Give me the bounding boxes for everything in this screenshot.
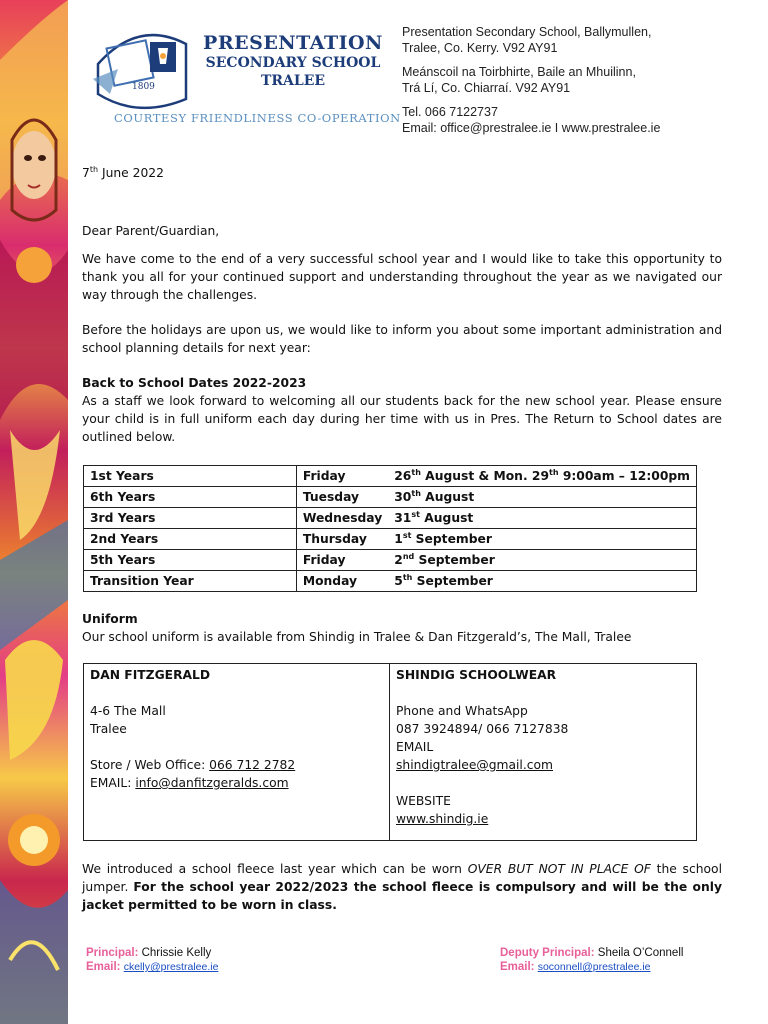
return-dates-table [83,465,697,592]
deputy-principal-name: Sheila O’Connell [594,947,684,959]
principal-name: Chrissie Kelly [138,947,212,959]
return-date-row [84,466,697,487]
address-english-line-2: Tralee, Co. Kerry. V92 AY91 [402,41,558,55]
year-group: 6th Years [84,487,297,508]
uniform-section [82,610,722,646]
return-date-row [84,508,697,529]
supplier-name: SHINDIG SCHOOLWEAR [396,668,557,682]
supplier-website-label: WEBSITE [396,794,451,808]
year-group: 1st Years [84,466,297,487]
back-to-school-heading: Back to School Dates 2022-2023 [82,376,307,390]
paragraph-admin: Before the holidays are upon us, we would like to inform you about some important administration and school planning details for next year: [82,323,722,355]
return-date: 5th September [388,571,696,592]
stained-glass-artwork [0,0,68,1024]
supplier-phone-label: Phone and WhatsApp [396,704,528,718]
letterhead [82,18,752,138]
return-date: 26th August & Mon. 29th 9:00am – 12:00pm [388,466,696,487]
uniform-heading: Uniform [82,612,138,626]
letter-body [82,222,722,446]
supplier-phone: Store / Web Office: 066 712 2782 [90,758,296,772]
supplier-email: EMAIL: info@danfitzgeralds.com [90,776,289,790]
year-group: 5th Years [84,550,297,571]
return-date-row [84,550,697,571]
supplier-shindig [390,664,697,841]
school-telephone: Tel. 066 7122737 [402,105,498,119]
uniform-paragraph: Our school uniform is available from Shindig in Tralee & Dan Fitzgerald’s, The Mall, Tralee [82,630,632,644]
return-day: Tuesday [296,487,388,508]
school-name [198,32,388,89]
supplier-address-line-2: Tralee [90,722,127,736]
supplier-website-link[interactable]: www.shindig.ie [396,812,489,826]
supplier-email-label: EMAIL [396,740,434,754]
uniform-suppliers-table [83,663,697,841]
supplier-address-line-1: 4-6 The Mall [90,704,166,718]
crest-year: 1809 [132,82,155,92]
decorative-art-strip [0,0,68,1024]
back-to-school-paragraph: As a staff we look forward to welcoming all our students back for the new school year. Please ensure your child is in full uniform each day during her time with us in Pres. The Return to School dates are outlined below. [82,394,722,444]
return-date: 1st September [388,529,696,550]
deputy-principal-label: Deputy Principal: [500,947,595,959]
footer-deputy-principal [500,946,683,974]
school-crest-icon [88,24,188,114]
address-english-line-1: Presentation Secondary School, Ballymullen, [402,25,652,39]
return-date-row [84,487,697,508]
school-address [402,24,660,136]
supplier-email-link[interactable]: shindigtralee@gmail.com [396,758,554,772]
supplier-phone-number[interactable]: 066 712 2782 [209,758,296,772]
principal-label: Principal: [86,947,139,959]
deputy-email-link[interactable]: soconnell@prestralee.ie [537,961,651,973]
supplier-dan-fitzgerald [84,664,390,841]
return-date: 30th August [388,487,696,508]
return-day: Monday [296,571,388,592]
address-irish-line-1: Meánscoil na Toirbhirte, Baile an Mhuilinn, [402,65,636,79]
letter-date: 7th June 2022 [82,165,164,181]
fleece-section [82,860,722,914]
supplier-name: DAN FITZGERALD [90,668,211,682]
return-day: Thursday [296,529,388,550]
return-date-row [84,529,697,550]
year-group: 3rd Years [84,508,297,529]
supplier-phone-number: 087 3924894/ 066 7127838 [396,722,569,736]
return-day: Friday [296,550,388,571]
school-name-line-3: TRALEE [260,73,326,89]
school-name-line-2: SECONDARY SCHOOL [205,55,381,71]
school-logo [88,18,401,128]
return-date: 2nd September [388,550,696,571]
year-group: 2nd Years [84,529,297,550]
supplier-email-link[interactable]: info@danfitzgeralds.com [135,776,289,790]
year-group: Transition Year [84,571,297,592]
address-irish-line-2: Trá Lí, Co. Chiarraí. V92 AY91 [402,81,571,95]
deputy-email-label: Email: [500,961,538,973]
principal-email-link[interactable]: ckelly@prestralee.ie [123,961,219,973]
paragraph-intro: We have come to the end of a very successful school year and I would like to take this opportunity to thank you all for your continued support and understanding throughout the year as we navigated our way through the challenges. [82,252,722,302]
salutation: Dear Parent/Guardian, [82,224,220,238]
return-day: Wednesday [296,508,388,529]
school-motto: COURTESY FRIENDLINESS CO-OPERATION [114,111,401,125]
school-name-line-1: PRESENTATION [203,32,383,54]
principal-email-label: Email: [86,961,124,973]
footer-principal [86,946,218,974]
school-email-website: Email: office@prestralee.ie I www.prestralee.ie [402,121,661,135]
return-date-row [84,571,697,592]
return-date: 31st August [388,508,696,529]
return-day: Friday [296,466,388,487]
fleece-paragraph: We introduced a school fleece last year which can be worn OVER BUT NOT IN PLACE OF the school jumper. For the school year 2022/2023 the school fleece is compulsory and will be the only jacket permitted to be worn in class. [82,862,722,912]
